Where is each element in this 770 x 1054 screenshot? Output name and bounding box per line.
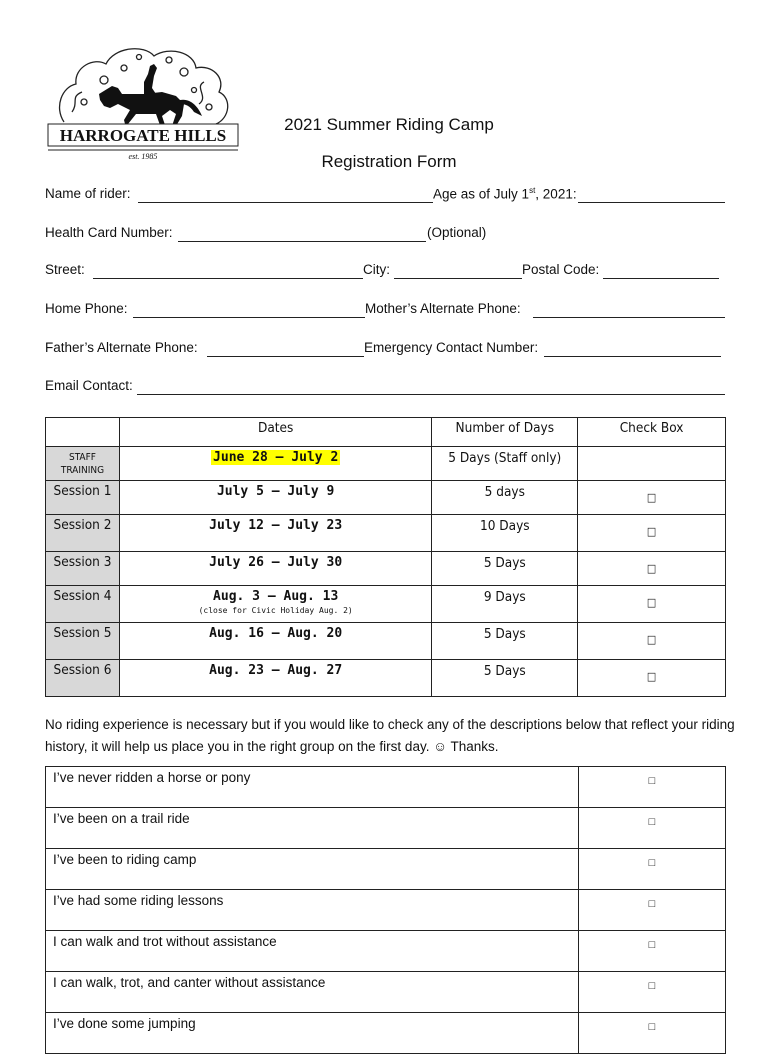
session-dates: Aug. 23 – Aug. 27	[119, 660, 431, 697]
header-blank	[46, 418, 120, 447]
logo-est: est. 1985	[128, 152, 158, 161]
session-checkbox[interactable]: □	[578, 481, 726, 515]
session-row	[46, 552, 726, 586]
experience-row	[46, 849, 726, 890]
experience-checkbox[interactable]: □	[579, 849, 726, 890]
session-dates: July 5 – July 9	[119, 481, 431, 515]
postal-code-label: Postal Code:	[522, 262, 600, 277]
staff-training-label: STAFF TRAINING	[46, 447, 120, 481]
session-row	[46, 481, 726, 515]
father-phone-label: Father’s Alternate Phone:	[45, 340, 198, 355]
street-field[interactable]	[93, 278, 363, 279]
postal-code-field[interactable]	[603, 278, 719, 279]
session-name: Session 4	[46, 586, 120, 623]
session-days: 10 Days	[432, 515, 578, 552]
staff-training-check	[578, 447, 726, 481]
session-name: Session 1	[46, 481, 120, 515]
experience-label: I’ve been to riding camp	[46, 849, 579, 890]
father-phone-field[interactable]	[207, 356, 364, 357]
session-checkbox[interactable]: □	[578, 515, 726, 552]
street-label: Street:	[45, 262, 85, 277]
session-days: 5 days	[432, 481, 578, 515]
email-row	[45, 378, 725, 398]
experience-row	[46, 1013, 726, 1054]
session-dates: July 12 – July 23	[119, 515, 431, 552]
home-phone-label: Home Phone:	[45, 301, 128, 316]
header-check: Check Box	[578, 418, 726, 447]
experience-checkbox[interactable]: □	[579, 767, 726, 808]
staff-training-row	[46, 447, 726, 481]
experience-label: I can walk, trot, and canter without assistance	[46, 972, 579, 1013]
experience-row	[46, 767, 726, 808]
session-name: Session 6	[46, 660, 120, 697]
rider-row	[45, 186, 725, 206]
session-name: Session 2	[46, 515, 120, 552]
experience-row	[46, 808, 726, 849]
session-checkbox[interactable]: □	[578, 660, 726, 697]
mother-phone-label: Mother’s Alternate Phone:	[365, 301, 521, 316]
form-title: 2021 Summer Riding Camp	[284, 115, 494, 134]
experience-instructions: No riding experience is necessary but if you would like to check any of the descriptions below that reflect your riding history, it will help us place you in the right group on the first day. ☺ Thanks.	[45, 717, 735, 754]
phone-row	[45, 301, 725, 321]
emergency-contact-field[interactable]	[544, 356, 721, 357]
experience-checkbox[interactable]: □	[579, 1013, 726, 1054]
city-label: City:	[363, 262, 390, 277]
email-label: Email Contact:	[45, 378, 133, 393]
session-checkbox[interactable]: □	[578, 552, 726, 586]
rider-name-label: Name of rider:	[45, 186, 131, 201]
harrogate-hills-logo	[44, 42, 242, 164]
session-dates	[119, 586, 431, 623]
experience-row	[46, 972, 726, 1013]
experience-checkbox[interactable]: □	[579, 890, 726, 931]
father-row	[45, 340, 725, 360]
form-subtitle: Registration Form	[321, 152, 457, 171]
session-table-header	[46, 418, 726, 447]
rider-name-field[interactable]	[138, 202, 433, 203]
email-field[interactable]	[137, 394, 725, 395]
experience-table	[45, 766, 726, 1054]
experience-label: I’ve had some riding lessons	[46, 890, 579, 931]
city-field[interactable]	[394, 278, 522, 279]
session-checkbox[interactable]: □	[578, 623, 726, 660]
optional-label: (Optional)	[427, 225, 487, 240]
health-card-label: Health Card Number:	[45, 225, 173, 240]
header-dates: Dates	[119, 418, 431, 447]
session-dates: Aug. 16 – Aug. 20	[119, 623, 431, 660]
session-days: 9 Days	[432, 586, 578, 623]
session-dates: July 26 – July 30	[119, 552, 431, 586]
header-days: Number of Days	[432, 418, 578, 447]
health-card-field[interactable]	[178, 241, 426, 242]
experience-checkbox[interactable]: □	[579, 931, 726, 972]
session-checkbox[interactable]: □	[578, 586, 726, 623]
experience-label: I’ve done some jumping	[46, 1013, 579, 1054]
experience-checkbox[interactable]: □	[579, 972, 726, 1013]
address-row	[45, 262, 725, 282]
experience-row	[46, 931, 726, 972]
session-row	[46, 586, 726, 623]
age-label: Age as of July 1st, 2021:	[433, 186, 577, 202]
session-note: (close for Civic Holiday Aug. 2)	[198, 606, 353, 615]
session-row	[46, 515, 726, 552]
emergency-contact-label: Emergency Contact Number:	[364, 340, 539, 355]
session-row	[46, 660, 726, 697]
mother-phone-field[interactable]	[533, 317, 725, 318]
experience-checkbox[interactable]: □	[579, 808, 726, 849]
logo-text: HARROGATE HILLS	[59, 126, 227, 145]
age-field[interactable]	[578, 202, 725, 203]
session-row	[46, 623, 726, 660]
home-phone-field[interactable]	[133, 317, 365, 318]
session-dates-text: Aug. 3 – Aug. 13	[213, 589, 339, 604]
experience-row	[46, 890, 726, 931]
staff-training-days: 5 Days (Staff only)	[432, 447, 578, 481]
staff-training-dates: June 28 – July 2	[119, 447, 431, 481]
session-days: 5 Days	[432, 623, 578, 660]
session-name: Session 5	[46, 623, 120, 660]
experience-label: I’ve been on a trail ride	[46, 808, 579, 849]
session-table	[45, 417, 726, 697]
experience-label: I’ve never ridden a horse or pony	[46, 767, 579, 808]
session-days: 5 Days	[432, 660, 578, 697]
session-days: 5 Days	[432, 552, 578, 586]
experience-label: I can walk and trot without assistance	[46, 931, 579, 972]
health-row	[45, 225, 725, 245]
session-name: Session 3	[46, 552, 120, 586]
